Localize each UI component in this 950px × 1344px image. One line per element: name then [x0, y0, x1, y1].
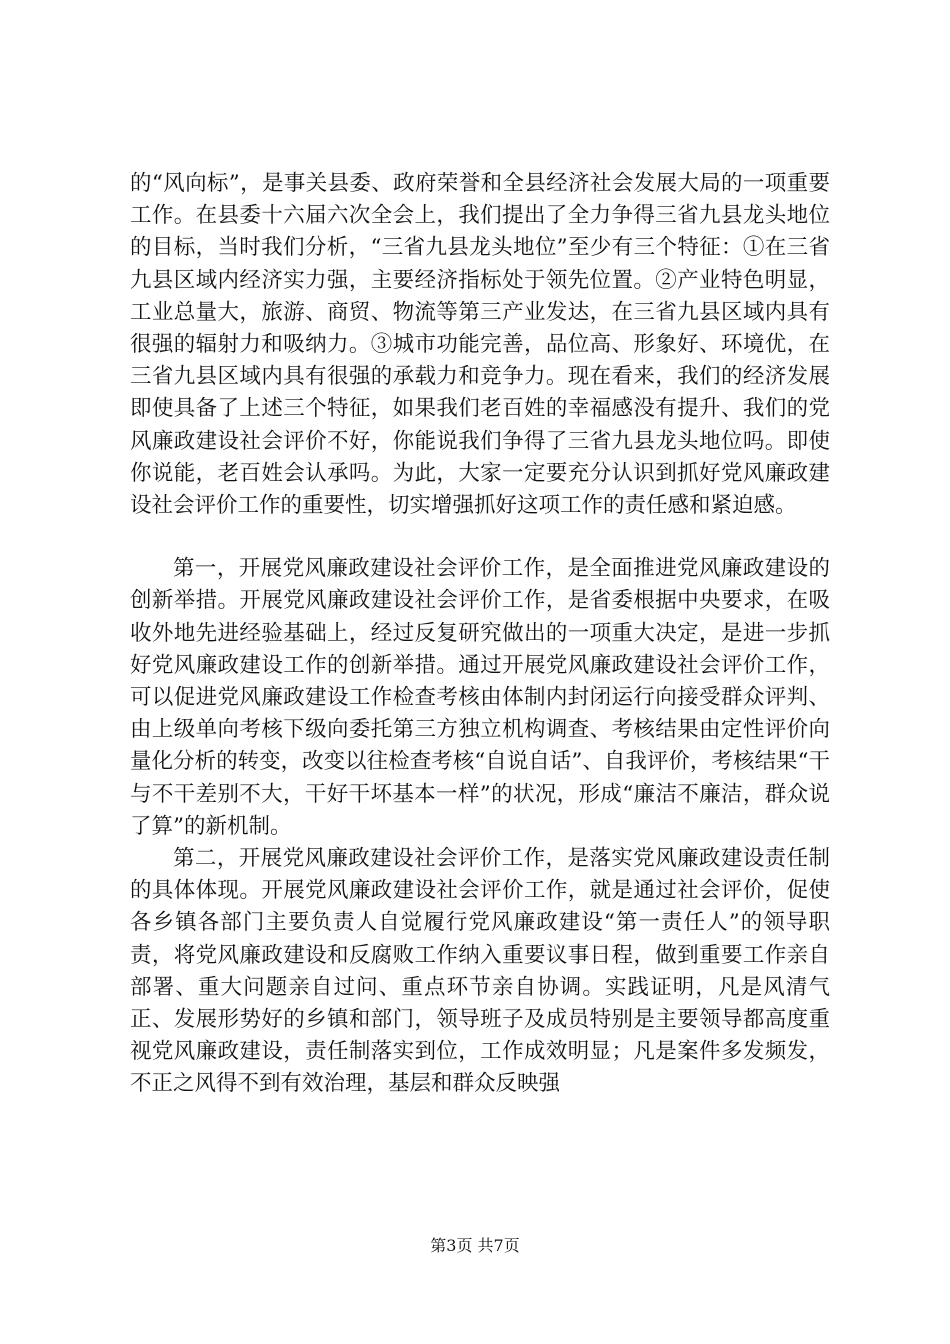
paragraph-1: 的“风向标”，是事关县委、政府荣誉和全县经济社会发展大局的一项重要工作。在县委十六届六次全会上，我们提出了全力争得三省九县龙头地位的目标，当时我们分析，“三省九县龙头地位”至少有三个特征：①在三省九县区域内经济实力强，主要经济指标处于领先位置。②产业特色明显，工业总量大，旅游、商贸、物流等第三产业发达，在三省九县区域内具有很强的辐射力和吸纳力。③城市功能完善，品位高、形象好、环境优，在三省九县区域内具有很强的承载力和竞争力。现在看来，我们的经济发展即使具备了上述三个特征，如果我们老百姓的幸福感没有提升、我们的党风廉政建设社会评价不好，你能说我们争得了三省九县龙头地位吗。即使你说能，老百姓会认承吗。为此，大家一定要充分认识到抓好党风廉政建设社会评价工作的重要性，切实增强抓好这项工作的责任感和紧迫感。 [130, 171, 830, 519]
page-number-footer: 第3页 共7页 [430, 1236, 520, 1255]
paragraph-3: 第二，开展党风廉政建设社会评价工作，是落实党风廉政建设责任制的具体体现。开展党风廉政建设社会评价工作，就是通过社会评价，促使各乡镇各部门主要负责人自觉履行党风廉政建设“第一责任人”的领导职责，将党风廉政建设和反腐败工作纳入重要议事日程，做到重要工作亲自部署、重大问题亲自过问、重点环节亲自协调。实践证明，凡是风清气正、发展形势好的乡镇和部门，领导班子及成员特别是主要领导都高度重视党风廉政建设，责任制落实到位，工作成效明显；凡是案件多发频发，不正之风得不到有效治理，基层和群众反映强 [130, 846, 830, 1097]
document-body [130, 168, 830, 1101]
paragraph-2: 第一，开展党风廉政建设社会评价工作，是全面推进党风廉政建设的创新举措。开展党风廉政建设社会评价工作，是省委根据中央要求，在吸收外地先进经验基础上，经过反复研究做出的一项重大决定，是进一步抓好党风廉政建设工作的创新举措。通过开展党风廉政建设社会评价工作，可以促进党风廉政建设工作检查考核由体制内封闭运行向接受群众评判、由上级单向考核下级向委托第三方独立机构调查、考核结果由定性评价向量化分析的转变，改变以往检查考核“自说自话”、自我评价，考核结果“干与不干差别不大，干好干坏基本一样”的状况，形成“廉洁不廉洁，群众说了算”的新机制。 [130, 556, 830, 839]
